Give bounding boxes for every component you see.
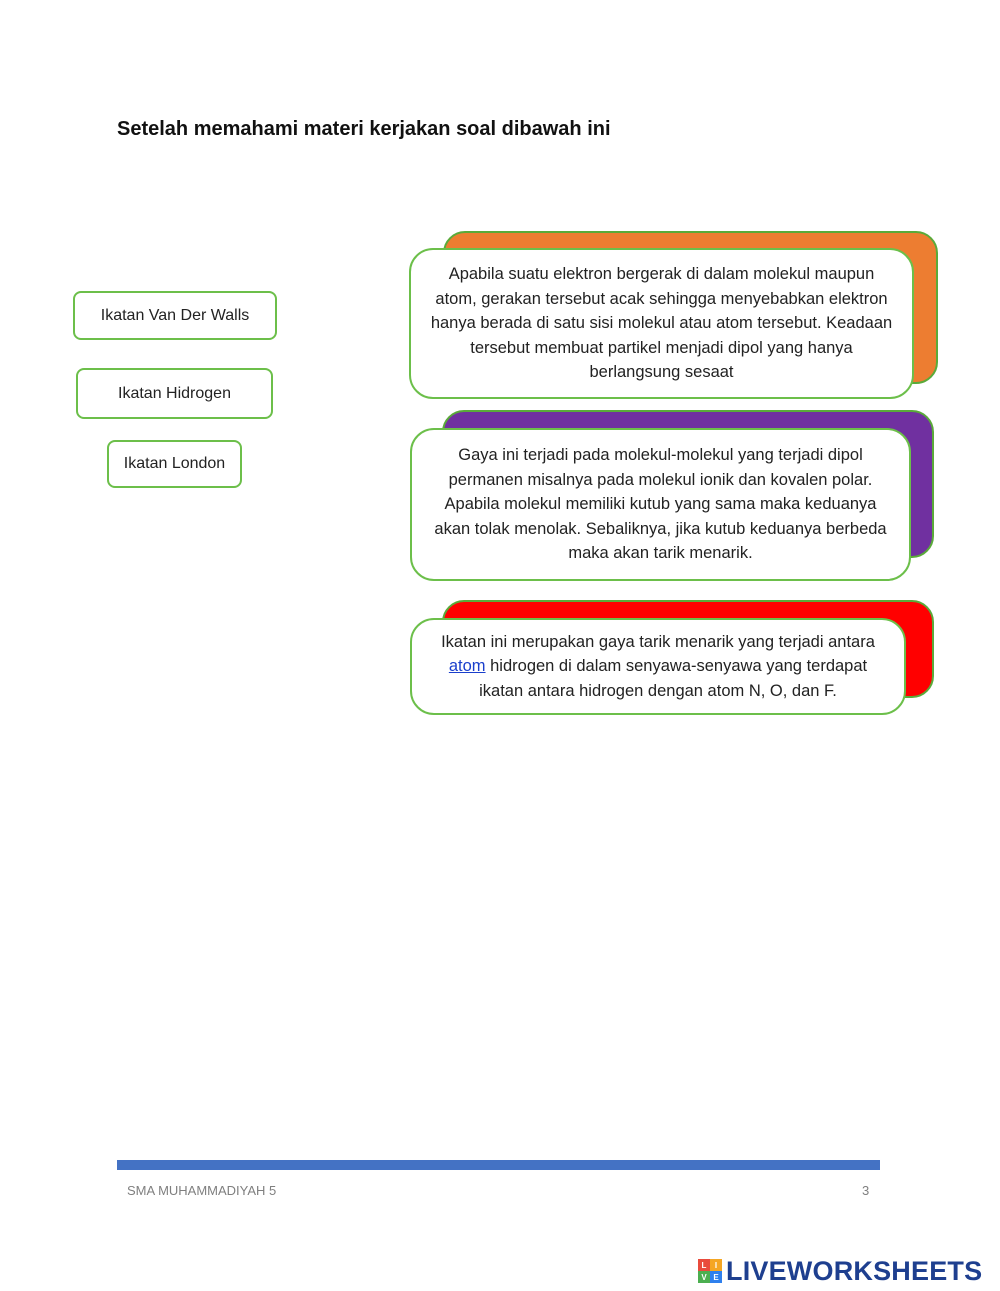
liveworksheets-brand[interactable] [698,1256,982,1286]
page-title: Setelah memahami materi kerjakan soal dibawah ini [117,118,611,140]
logo-letter: V [698,1271,710,1283]
liveworksheets-logo-icon [698,1259,722,1283]
card-text: Apabila suatu elektron bergerak di dalam molekul maupun atom, gerakan tersebut acak sehingga menyebabkan elektron hanya berada di satu sisi molekul atau atom tersebut. Keadaan tersebut membuat partikel menjadi dipol yang hanya berlangsung sesaat [430,265,893,382]
logo-letter: E [710,1271,722,1283]
term-label: Ikatan Van Der Walls [100,306,250,324]
brand-name: LIVEWORKSHEETS [726,1255,983,1286]
description-card-3[interactable] [410,618,906,715]
footer-school-name: SMA MUHAMMADIYAH 5 [127,1183,277,1198]
term-van-der-walls[interactable] [73,291,277,340]
description-card-1[interactable] [409,248,914,399]
footer-divider [117,1160,880,1170]
term-london[interactable] [107,440,242,488]
card-text: Gaya ini terjadi pada molekul-molekul yang terjadi dipol permanen misalnya pada molekul ionik dan kovalen polar. Apabila molekul memiliki kutub yang sama maka keduanya akan tolak menolak. Sebaliknya, jika kutub keduanya berbeda maka akan tarik menarik. [434,446,887,563]
logo-letter: I [710,1259,722,1271]
card-text: Ikatan ini merupakan gaya tarik menarik yang terjadi antara atom hidrogen di dalam senyawa-senyawa yang terdapat ikatan antara hidrogen dengan atom N, O, dan F. [441,632,875,700]
term-label: Ikatan Hidrogen [118,384,231,402]
term-label: Ikatan London [123,455,226,472]
footer-page-number: 3 [862,1183,870,1198]
description-card-2[interactable] [410,428,911,581]
logo-letter: L [698,1259,710,1271]
atom-link[interactable]: atom [448,657,486,676]
term-hidrogen[interactable] [76,368,273,419]
